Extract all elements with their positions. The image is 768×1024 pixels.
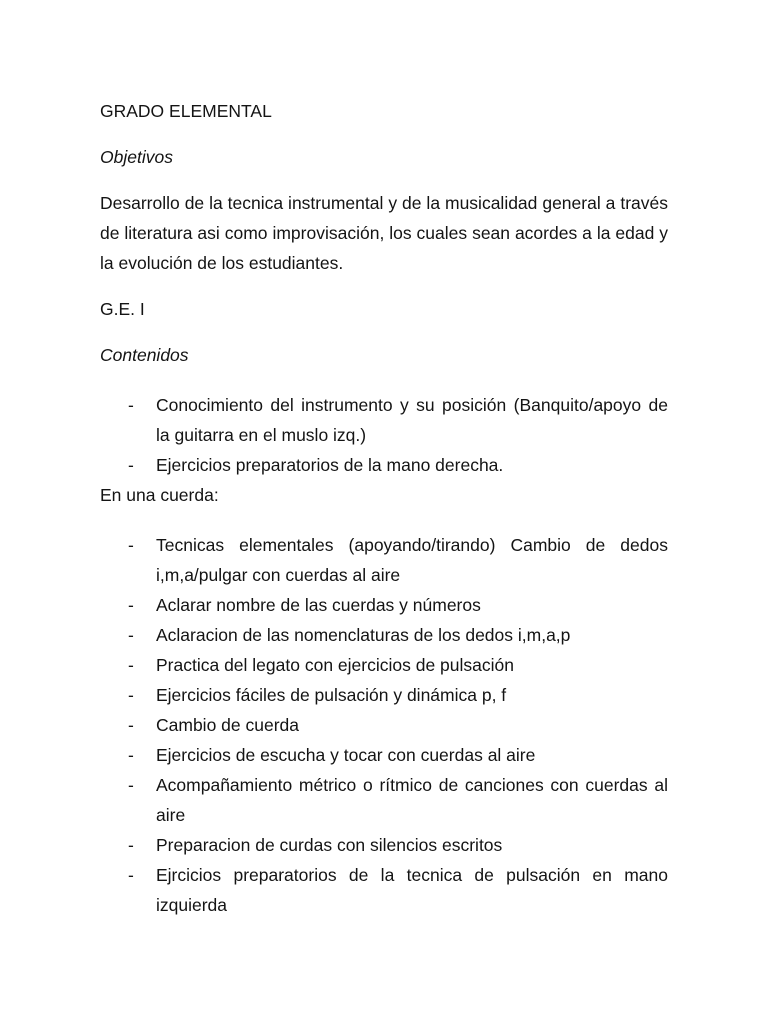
list-item — [100, 770, 668, 830]
list-item-text: Cambio de cuerda — [156, 715, 299, 735]
dash-bullet: - — [128, 455, 134, 475]
list-item — [100, 620, 668, 650]
dash-bullet: - — [128, 625, 134, 645]
dash-bullet: - — [128, 745, 134, 765]
document-page — [100, 96, 668, 920]
list-item — [100, 680, 668, 710]
list-item-text: Preparacion de curdas con silencios escritos — [156, 835, 503, 855]
list-item — [100, 530, 668, 590]
list-item-text: Ejercicios preparatorios de la mano derecha. — [156, 455, 504, 475]
list-item — [100, 860, 668, 920]
level-heading: G.E. I — [100, 299, 145, 319]
dash-bullet: - — [128, 835, 134, 855]
objetivos-heading: Objetivos — [100, 147, 173, 167]
dash-bullet: - — [128, 595, 134, 615]
dash-bullet: - — [128, 395, 134, 415]
list-item-text: Tecnicas elementales (apoyando/tirando) Cambio de dedos i,m,a/pulgar con cuerdas al aire — [156, 535, 668, 585]
list-item-text: Aclarar nombre de las cuerdas y números — [156, 595, 481, 615]
list-item-text: Acompañamiento métrico o rítmico de canciones con cuerdas al aire — [156, 775, 668, 825]
document-title: GRADO ELEMENTAL — [100, 101, 272, 121]
list-item — [100, 450, 668, 480]
list-item — [100, 830, 668, 860]
dash-bullet: - — [128, 865, 134, 885]
list-item-text: Practica del legato con ejercicios de pulsación — [156, 655, 514, 675]
list-item — [100, 740, 668, 770]
list-item-text: Ejercicios de escucha y tocar con cuerdas al aire — [156, 745, 536, 765]
list-item — [100, 710, 668, 740]
list-item-text: Aclaracion de las nomenclaturas de los dedos i,m,a,p — [156, 625, 571, 645]
list-item-text: Conocimiento del instrumento y su posición (Banquito/apoyo de la guitarra en el muslo izq.) — [156, 395, 668, 445]
dash-bullet: - — [128, 775, 134, 795]
dash-bullet: - — [128, 655, 134, 675]
objetivos-paragraph: Desarrollo de la tecnica instrumental y de la musicalidad general a través de literatura asi como improvisación, los cuales sean acordes a la edad y la evolución de los estudiantes. — [100, 193, 668, 273]
dash-bullet: - — [128, 535, 134, 555]
list-item-text: Ejercicios fáciles de pulsación y dinámica p, f — [156, 685, 507, 705]
contenidos-heading: Contenidos — [100, 345, 189, 365]
cuerda-heading: En una cuerda: — [100, 485, 219, 505]
list-item — [100, 390, 668, 450]
dash-bullet: - — [128, 685, 134, 705]
list-item-text: Ejrcicios preparatorios de la tecnica de pulsación en mano izquierda — [156, 865, 668, 915]
contenidos-list — [100, 390, 668, 480]
list-item — [100, 650, 668, 680]
cuerda-list — [100, 530, 668, 920]
list-item — [100, 590, 668, 620]
dash-bullet: - — [128, 715, 134, 735]
